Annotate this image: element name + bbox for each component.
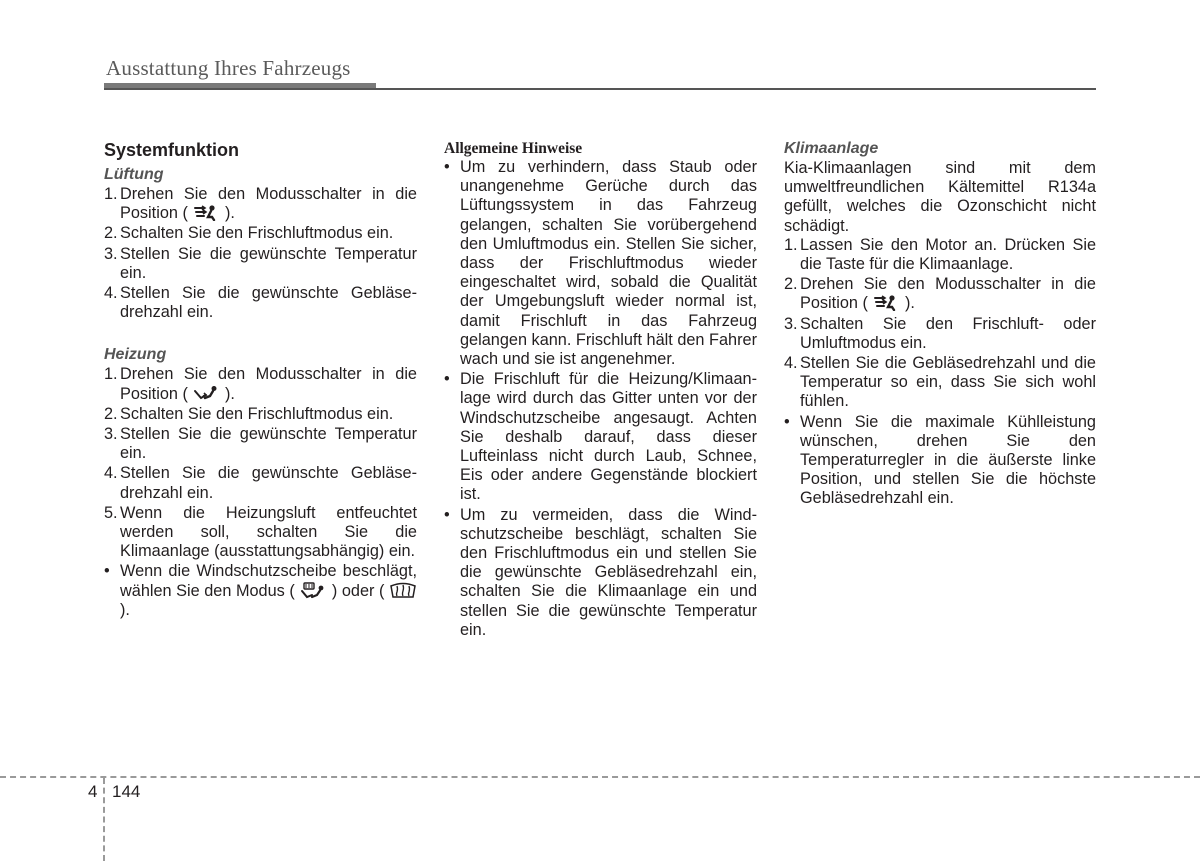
- step-number: 3.: [104, 425, 118, 444]
- bullet-text: Wenn Sie die maximale Kühlleistung wünschen, drehen Sie den Temperaturregler in die äußerste linke Position, und stellen Sie die höchste Gebläsedrehzahl ein.: [800, 412, 1096, 508]
- bullet-text: Wenn die Windschutzscheibe beschlägt, wählen Sie den Modus (: [120, 562, 417, 600]
- list-item: [104, 562, 417, 620]
- heizung-steps: [104, 365, 417, 561]
- list-item: [784, 354, 1096, 412]
- bullet-text: Um zu vermeiden, dass die Wind-schutzscheibe beschlägt, schalten Sie den Frischluftmodus ein und stellen Sie die gewünschte Gebläsedrehzahl ein, schalten Sie die Klimaanlage ein und stellen Sie die gewünschte Temperatur ein.: [460, 505, 757, 639]
- bullet: •: [444, 370, 450, 389]
- floor-defrost-mode-icon: [299, 582, 327, 599]
- column-klimaanlage: [784, 139, 1096, 510]
- header-title: Ausstattung Ihres Fahrzeugs: [106, 56, 351, 80]
- list-item: [444, 158, 757, 369]
- list-item: [104, 185, 417, 223]
- step-number: 3.: [784, 314, 798, 333]
- bullet-text-end: ).: [120, 600, 130, 619]
- bullet: •: [104, 562, 110, 581]
- section-title: Allgemeine Hinweise: [444, 140, 583, 157]
- list-item: [444, 506, 757, 640]
- step-number: 2.: [104, 404, 118, 423]
- bullet: •: [444, 505, 450, 524]
- subsection-title-heizung: Heizung: [104, 346, 167, 364]
- step-text-end: ).: [224, 384, 235, 403]
- column-systemfunktion: [104, 139, 417, 621]
- bullet-text: Um zu verhindern, dass Staub oder unangenehme Gerüche durch das Lüftungssystem in das Fahrzeug gelangen, schalten Sie vorübergehend den Umluftmodus ein. Stellen Sie sicher, dass der Frischluftmodus wieder eingeschaltet wird, sobald die Qualität der Umgebungsluft wieder normal ist, damit Frischluft in das Fahrzeug gelangen kann. Frischluft hält den Fahrer wach und sie ist angenehmer.: [460, 158, 757, 369]
- chapter-number: 4: [88, 782, 98, 801]
- step-number: 4.: [104, 464, 118, 483]
- step-text: Schalten Sie den Frischluftmodus ein.: [120, 224, 394, 243]
- list-item: [104, 224, 417, 243]
- list-item: [104, 464, 417, 502]
- step-text: Wenn die Heizungsluft entfeuchtet werden soll, schalten Sie die Klimaanlage (ausstattungsabhängig) ein.: [120, 503, 417, 561]
- step-text: Stellen Sie die Gebläsedrehzahl und die Temperatur so ein, dass Sie sich wohl fühlen.: [800, 354, 1096, 411]
- step-text: Lassen Sie den Motor an. Drücken Sie die Taste für die Klimaanlage.: [800, 235, 1096, 274]
- step-number: 4.: [784, 354, 798, 373]
- intro-paragraph: Kia-Klimaanlagen sind mit dem umweltfreundlichen Kältemittel R134a gefüllt, welches die Ozonschicht nicht schädigt.: [784, 159, 1096, 235]
- step-number: 1.: [104, 365, 118, 384]
- step-number: 2.: [104, 224, 118, 243]
- subsection-title-lueftung: Lüftung: [104, 166, 164, 183]
- list-item: [104, 504, 417, 562]
- step-number: 4.: [104, 284, 118, 303]
- face-vent-mode-icon: [192, 204, 220, 221]
- footer-margin-rule: [103, 778, 105, 861]
- floor-mode-icon: [192, 385, 220, 402]
- footer-rule: [0, 776, 1200, 778]
- bullet-text: Die Frischluft für die Heizung/Klimaan-lage wird durch das Gitter unten vor der Windschutzscheibe angesaugt. Achten Sie deshalb darauf, dass dieser Lufteinlass nicht durch Laub, Schnee, Eis oder andere Gegenstände blockiert ist.: [460, 370, 757, 504]
- step-number: 1.: [784, 235, 798, 254]
- list-item: [104, 284, 417, 322]
- step-text: Drehen Sie den Modusschalter in die Position (: [800, 275, 1096, 313]
- list-item: [104, 245, 417, 283]
- header-rule: [104, 88, 1096, 90]
- step-text: Drehen Sie den Modusschalter in die Position (: [120, 365, 417, 403]
- list-item: [444, 370, 757, 504]
- step-text: Drehen Sie den Modusschalter in die Position (: [120, 185, 417, 223]
- bullet-text-mid: ) oder (: [331, 581, 385, 600]
- list-item: [784, 315, 1096, 353]
- column-allgemeine-hinweise: [444, 139, 757, 641]
- bullet: •: [444, 158, 450, 176]
- list-item: [104, 405, 417, 424]
- bullet: •: [784, 412, 790, 431]
- list-item: [104, 365, 417, 403]
- list-item: [784, 413, 1096, 509]
- step-text-end: ).: [224, 204, 235, 223]
- step-text: Stellen Sie die gewünschte Temperatur ein.: [120, 244, 417, 282]
- step-number: 2.: [784, 275, 798, 294]
- klimaanlage-steps: [784, 236, 1096, 412]
- step-number: 3.: [104, 244, 118, 263]
- hinweise-bullets: [444, 158, 757, 640]
- list-item: [784, 275, 1096, 313]
- step-number: 5.: [104, 503, 118, 522]
- step-text: Stellen Sie die gewünschte Gebläse-drehzahl ein.: [120, 284, 417, 322]
- list-item: [784, 236, 1096, 274]
- face-vent-mode-icon: [872, 294, 900, 311]
- list-item: [104, 425, 417, 463]
- heizung-bullets: [104, 562, 417, 620]
- step-text-end: ).: [904, 294, 915, 313]
- step-text: Schalten Sie den Frischluft- oder Umluftmodus ein.: [800, 314, 1096, 352]
- step-text: Stellen Sie die gewünschte Gebläse-drehzahl ein.: [120, 464, 417, 502]
- step-text: Stellen Sie die gewünschte Temperatur ein.: [120, 425, 417, 463]
- section-title: Klimaanlage: [784, 140, 879, 157]
- section-title: Systemfunktion: [104, 140, 240, 160]
- step-number: 1.: [104, 185, 118, 203]
- step-text: Schalten Sie den Frischluftmodus ein.: [120, 404, 394, 423]
- klimaanlage-bullets: [784, 413, 1096, 509]
- lueftung-steps: [104, 185, 417, 322]
- windshield-defrost-icon: [389, 582, 417, 599]
- page-number: 144: [112, 782, 141, 801]
